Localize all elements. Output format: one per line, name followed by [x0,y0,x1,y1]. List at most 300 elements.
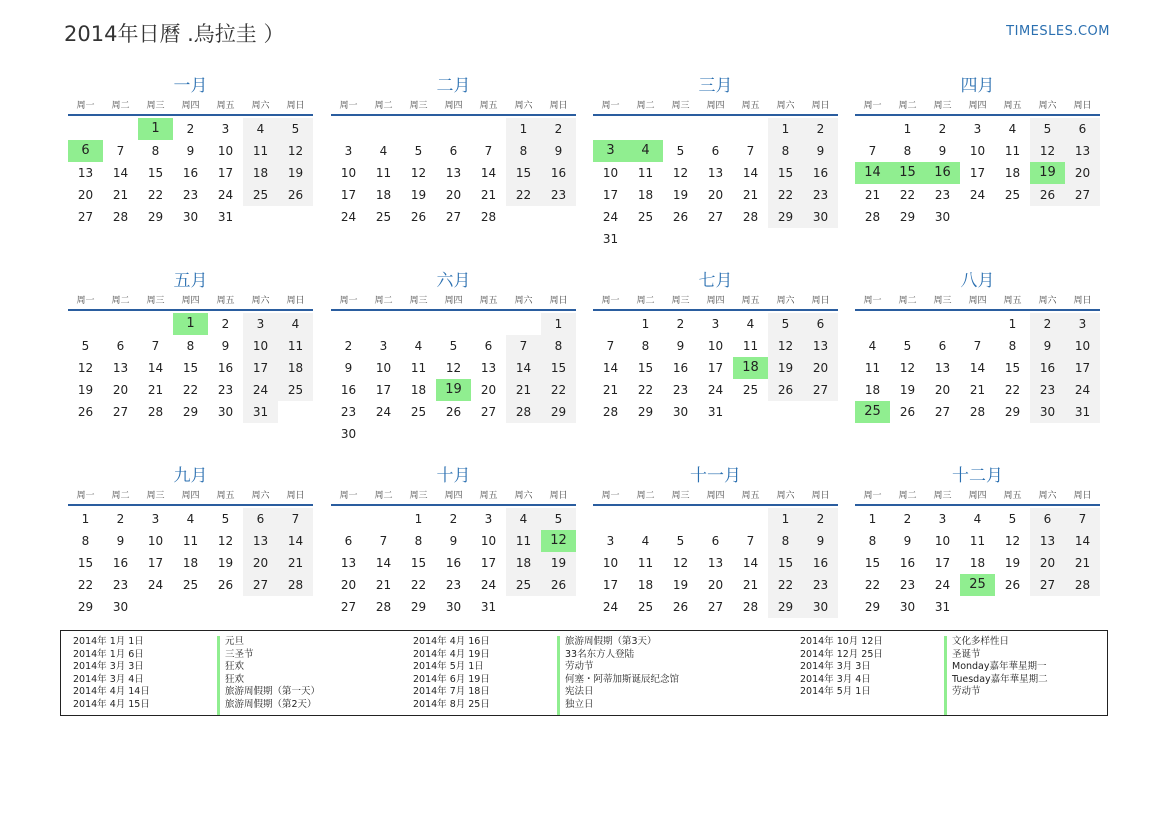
day-cell: 26 [672,600,689,614]
weekday-label: 周三 [409,101,428,111]
empty-cell [436,313,471,335]
holiday-day-cell: 25 [855,401,890,423]
day-cell: 4 [379,144,388,158]
day-cell: 23 [899,578,916,592]
day-cell: 31 [707,405,724,419]
holiday-day-cell: 3 [593,140,628,162]
day-cell: 1 [541,313,576,335]
weekday-label: 周五 [1003,491,1022,501]
day-cell: 3 [379,339,388,353]
day-cell: 13 [707,556,724,570]
weekday-label: 周四 [706,491,725,501]
legend-dates [73,636,217,715]
day-cell: 9 [344,361,353,375]
day-cell: 18 [243,162,278,184]
weekday-label: 周二 [636,101,655,111]
day-cell: 20 [1065,162,1100,184]
weekday-label: 周二 [898,101,917,111]
legend-date: 2014年 7月 18日 [413,686,490,697]
day-cell: 10 [707,339,724,353]
month-calendar [593,74,838,250]
weekday-label: 周六 [1038,491,1057,501]
day-cell: 10 [147,534,164,548]
day-cell: 18 [278,357,313,379]
empty-cell [366,508,401,530]
weekday-label: 周四 [968,491,987,501]
weekday-label: 周一 [601,491,620,501]
legend-holiday-name: 劳动节 [565,661,594,672]
day-cell: 29 [147,210,164,224]
day-cell: 30 [899,600,916,614]
month-title: 二月 [436,76,471,96]
day-cell: 19 [672,578,689,592]
legend-date: 2014年 1月 6日 [73,648,144,660]
day-cell: 7 [506,335,541,357]
empty-cell [401,118,436,140]
day-cell: 17 [602,188,619,202]
day-cell: 17 [340,188,357,202]
empty-cell [960,313,995,335]
day-cell: 7 [484,144,493,158]
month-calendar [855,74,1100,228]
legend-holiday-name: 劳动节 [952,686,981,697]
day-cell: 23 [672,383,689,397]
day-cell: 12 [1030,140,1065,162]
day-cell: 12 [77,361,94,375]
day-cell: 22 [506,184,541,206]
day-cell: 19 [217,556,234,570]
weekday-label: 周三 [671,101,690,111]
empty-cell [593,313,628,335]
day-cell: 21 [112,188,129,202]
day-cell: 2 [1030,313,1065,335]
day-cell: 21 [147,383,164,397]
empty-cell [628,118,663,140]
day-cell: 26 [77,405,94,419]
empty-cell [68,118,103,140]
day-cell: 17 [707,361,724,375]
day-grid [68,118,313,228]
day-cell: 4 [278,313,313,335]
weekday-label: 周二 [111,101,130,111]
legend-holiday-name: 三圣节 [225,648,254,660]
day-cell: 8 [414,534,423,548]
weekday-header [68,98,313,116]
weekday-label: 周一 [339,491,358,501]
legend-names [217,636,320,715]
day-cell: 29 [899,210,916,224]
legend-date: 2014年 5月 1日 [413,661,484,672]
day-cell: 31 [1065,401,1100,423]
day-cell: 11 [637,166,654,180]
day-cell: 19 [672,188,689,202]
day-cell: 7 [1065,508,1100,530]
day-cell: 24 [707,383,724,397]
legend-date: 2014年 3月 3日 [800,661,871,672]
holiday-day-cell: 18 [733,357,768,379]
empty-cell [628,508,663,530]
weekday-header [855,98,1100,116]
weekday-label: 周五 [1003,101,1022,111]
day-cell: 7 [278,508,313,530]
day-cell: 24 [480,578,497,592]
day-cell: 14 [147,361,164,375]
day-cell: 7 [973,339,982,353]
day-cell: 19 [899,383,916,397]
day-cell: 21 [1065,552,1100,574]
day-grid [331,508,576,618]
weekday-label: 周三 [146,101,165,111]
day-cell: 9 [541,140,576,162]
day-cell: 13 [112,361,129,375]
day-cell: 18 [506,552,541,574]
legend-holiday-name: 旅游周假期（第一天） [225,686,321,697]
weekday-header [331,488,576,506]
legend-group [800,636,1100,715]
day-cell: 3 [1065,313,1100,335]
legend-date: 2014年 10月 12日 [800,636,883,647]
day-cell: 17 [217,166,234,180]
day-cell: 15 [541,357,576,379]
day-cell: 17 [602,578,619,592]
weekday-label: 周日 [1073,296,1092,306]
day-cell: 9 [803,140,838,162]
month-calendar [68,74,313,228]
day-cell: 3 [243,313,278,335]
legend-holiday-name: 元旦 [225,636,245,647]
day-cell: 1 [903,122,912,136]
day-cell: 14 [969,361,986,375]
day-cell: 8 [186,339,195,353]
day-cell: 23 [112,578,129,592]
day-cell: 30 [1030,401,1065,423]
day-cell: 14 [480,166,497,180]
day-cell: 9 [676,339,685,353]
weekday-label: 周五 [479,296,498,306]
weekday-header [331,293,576,311]
day-cell: 25 [742,383,759,397]
weekday-header [593,293,838,311]
weekday-label: 周四 [706,101,725,111]
legend-group [413,636,800,715]
legend-group [73,636,413,715]
day-cell: 21 [742,578,759,592]
day-cell: 27 [1030,574,1065,596]
day-cell: 3 [938,512,947,526]
weekday-label: 周二 [636,491,655,501]
day-cell: 4 [506,508,541,530]
weekday-header [855,488,1100,506]
empty-cell [593,118,628,140]
empty-cell [366,313,401,335]
day-cell: 23 [803,574,838,596]
day-cell: 7 [606,339,615,353]
day-cell: 29 [77,600,94,614]
legend-date: 2014年 3月 4日 [800,673,871,685]
day-cell: 27 [803,379,838,401]
day-cell: 30 [217,405,234,419]
day-cell: 16 [899,556,916,570]
day-cell: 14 [1065,530,1100,552]
weekday-label: 周二 [374,491,393,501]
brand-link[interactable]: TIMESLES.COM [1006,24,1110,39]
empty-cell [103,118,138,140]
day-cell: 13 [934,361,951,375]
day-cell: 27 [1065,184,1100,206]
weekday-label: 周六 [251,101,270,111]
day-cell: 13 [77,166,94,180]
day-cell: 14 [375,556,392,570]
day-cell: 19 [768,357,803,379]
day-cell: 21 [864,188,881,202]
weekday-header [68,488,313,506]
weekday-label: 周四 [444,101,463,111]
day-cell: 22 [541,379,576,401]
day-cell: 16 [803,552,838,574]
legend-holiday-name: 狂欢 [225,673,245,685]
day-cell: 6 [243,508,278,530]
day-cell: 14 [742,556,759,570]
day-cell: 26 [278,184,313,206]
day-cell: 21 [375,578,392,592]
legend-dates [413,636,557,715]
day-cell: 11 [864,361,881,375]
day-cell: 2 [803,118,838,140]
day-cell: 15 [864,556,881,570]
day-cell: 27 [77,210,94,224]
day-cell: 9 [221,339,230,353]
day-cell: 5 [768,313,803,335]
day-cell: 14 [112,166,129,180]
day-cell: 23 [445,578,462,592]
weekday-label: 周六 [514,491,533,501]
holiday-day-cell: 19 [436,379,471,401]
day-cell: 20 [803,357,838,379]
day-cell: 29 [768,206,803,228]
day-cell: 16 [803,162,838,184]
month-calendar [331,74,576,228]
day-cell: 20 [480,383,497,397]
day-cell: 22 [768,184,803,206]
day-cell: 20 [445,188,462,202]
day-cell: 30 [340,427,357,441]
day-cell: 19 [541,552,576,574]
holiday-day-cell: 15 [890,162,925,184]
day-cell: 27 [445,210,462,224]
empty-cell [663,508,698,530]
day-cell: 18 [375,188,392,202]
weekday-label: 周一 [76,101,95,111]
weekday-label: 周二 [111,296,130,306]
day-cell: 3 [151,512,160,526]
legend-date: 2014年 4月 15日 [73,698,150,710]
day-cell: 29 [768,596,803,618]
day-cell: 25 [375,210,392,224]
day-cell: 15 [637,361,654,375]
day-cell: 20 [1030,552,1065,574]
day-cell: 13 [445,166,462,180]
day-cell: 5 [414,144,423,158]
empty-cell [103,313,138,335]
day-cell: 20 [340,578,357,592]
empty-cell [436,118,471,140]
holiday-legend [60,630,1108,716]
weekday-label: 周二 [898,491,917,501]
month-title: 三月 [698,76,733,96]
legend-date: 2014年 4月 16日 [413,636,490,647]
day-cell: 20 [707,188,724,202]
month-title: 五月 [173,271,208,291]
day-cell: 15 [182,361,199,375]
day-cell: 19 [278,162,313,184]
empty-cell [698,118,733,140]
day-cell: 9 [186,144,195,158]
legend-holiday-name: 狂欢 [225,661,245,672]
holiday-day-cell: 16 [925,162,960,184]
day-cell: 23 [340,405,357,419]
day-cell: 4 [1008,122,1017,136]
day-cell: 25 [506,574,541,596]
legend-date: 2014年 1月 1日 [73,636,144,647]
day-cell: 4 [641,534,650,548]
weekday-label: 周六 [514,296,533,306]
day-cell: 17 [375,383,392,397]
empty-cell [331,118,366,140]
legend-date: 2014年 4月 14日 [73,686,150,697]
day-cell: 19 [77,383,94,397]
day-cell: 11 [969,534,986,548]
day-cell: 4 [868,339,877,353]
weekday-label: 周一 [863,296,882,306]
empty-cell [698,508,733,530]
weekday-header [855,293,1100,311]
empty-cell [506,313,541,335]
day-cell: 28 [1065,574,1100,596]
day-cell: 28 [864,210,881,224]
empty-cell [593,508,628,530]
day-cell: 8 [1008,339,1017,353]
day-cell: 8 [768,140,803,162]
weekday-label: 周五 [1003,296,1022,306]
day-cell: 2 [541,118,576,140]
day-cell: 22 [768,574,803,596]
weekday-label: 周一 [601,296,620,306]
day-cell: 22 [182,383,199,397]
day-cell: 12 [410,166,427,180]
day-cell: 23 [182,188,199,202]
weekday-label: 周四 [444,296,463,306]
weekday-label: 周四 [444,491,463,501]
weekday-label: 周三 [933,296,952,306]
day-cell: 10 [602,166,619,180]
day-cell: 13 [803,335,838,357]
holiday-day-cell: 14 [855,162,890,184]
empty-cell [366,118,401,140]
day-cell: 28 [278,574,313,596]
day-cell: 4 [243,118,278,140]
day-cell: 3 [484,512,493,526]
day-cell: 31 [243,401,278,423]
day-cell: 11 [637,556,654,570]
day-cell: 5 [449,339,458,353]
legend-names [557,636,679,715]
weekday-label: 周一 [601,101,620,111]
month-calendar [331,269,576,445]
day-cell: 19 [1004,556,1021,570]
legend-date: 2014年 4月 19日 [413,648,490,660]
day-cell: 31 [217,210,234,224]
day-cell: 28 [742,210,759,224]
day-cell: 11 [375,166,392,180]
legend-holiday-name: 独立日 [565,698,594,710]
day-cell: 1 [768,118,803,140]
weekday-label: 周三 [409,491,428,501]
holiday-day-cell: 4 [628,140,663,162]
holiday-day-cell: 1 [138,118,173,140]
day-cell: 6 [1065,118,1100,140]
day-cell: 26 [1004,578,1021,592]
day-cell: 4 [414,339,423,353]
empty-cell [925,313,960,335]
empty-cell [663,118,698,140]
day-cell: 12 [445,361,462,375]
day-cell: 14 [278,530,313,552]
day-cell: 26 [217,578,234,592]
day-cell: 25 [278,379,313,401]
weekday-label: 周六 [251,296,270,306]
day-cell: 2 [116,512,125,526]
day-cell: 24 [602,600,619,614]
legend-date: 2014年 3月 3日 [73,661,144,672]
day-cell: 25 [1004,188,1021,202]
day-cell: 26 [445,405,462,419]
day-cell: 15 [1004,361,1021,375]
legend-holiday-name: 宪法日 [565,686,594,697]
day-grid [855,508,1100,618]
weekday-label: 周日 [286,491,305,501]
weekday-label: 周四 [181,296,200,306]
day-cell: 16 [217,361,234,375]
day-cell: 26 [541,574,576,596]
day-cell: 5 [541,508,576,530]
day-grid [855,118,1100,228]
weekday-label: 周日 [1073,491,1092,501]
day-cell: 2 [449,512,458,526]
weekday-label: 周二 [374,101,393,111]
day-cell: 30 [182,210,199,224]
day-cell: 16 [541,162,576,184]
day-cell: 12 [217,534,234,548]
day-cell: 1 [506,118,541,140]
day-cell: 27 [243,574,278,596]
weekday-label: 周三 [933,101,952,111]
empty-cell [331,508,366,530]
day-cell: 9 [449,534,458,548]
day-cell: 13 [340,556,357,570]
holiday-day-cell: 19 [1030,162,1065,184]
day-grid [593,313,838,423]
empty-cell [855,118,890,140]
day-cell: 29 [410,600,427,614]
day-cell: 9 [938,144,947,158]
day-cell: 25 [182,578,199,592]
day-cell: 5 [1030,118,1065,140]
legend-holiday-name: 旅游周假期（第3天） [565,636,657,647]
day-cell: 14 [602,361,619,375]
day-cell: 11 [410,361,427,375]
day-cell: 19 [410,188,427,202]
day-cell: 12 [672,166,689,180]
